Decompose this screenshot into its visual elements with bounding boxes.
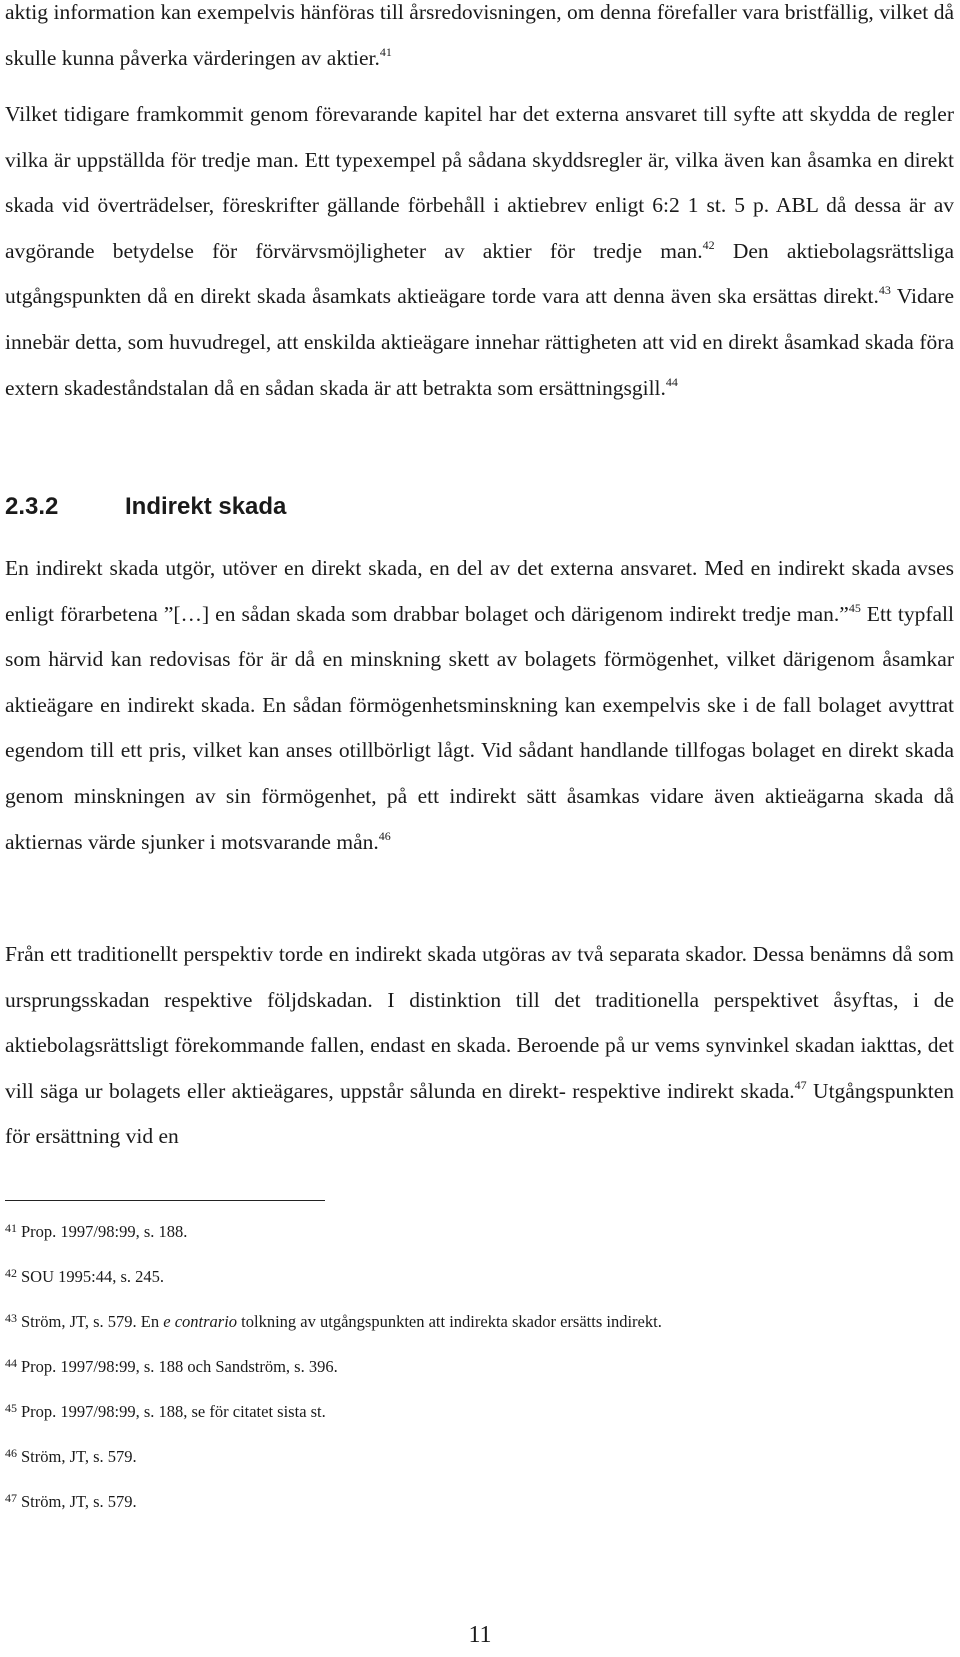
footnote [5, 1397, 954, 1423]
footnote-text: SOU 1995:44, s. 245. [21, 1267, 165, 1286]
footnote-mark: 46 [5, 1446, 17, 1460]
paragraph [5, 0, 954, 81]
page-number: 11 [468, 1622, 492, 1648]
footnote [5, 1442, 954, 1468]
text-run: En indirekt skada utgör, utöver en direkt skada, en del av det externa ansvaret. Med en indirekt skada avses enligt förarbetena ”[…] en sådan skada som drabbar bolaget och därigenom indirekt tredje man.” [5, 556, 954, 626]
text-run: Den aktiebolagsrättsliga utgångspunkten då en direkt skada åsamkats aktieägare torde vara att denna även ska ersättas direkt. [5, 238, 954, 309]
paragraph [5, 546, 954, 865]
text-run: Utgångspunkten för ersättning vid en [5, 1078, 954, 1149]
footnote-ref: 43 [878, 283, 891, 298]
footnote [5, 1307, 954, 1333]
footnote-mark: 43 [5, 1311, 17, 1325]
footnote-separator [5, 1200, 325, 1201]
paragraph [5, 92, 954, 411]
footnote-ref: 45 [848, 600, 861, 615]
footnote-text: Prop. 1997/98:99, s. 188 och Sandström, s. 396. [21, 1357, 338, 1376]
text-run: Vilket tidigare framkommit genom förevarande kapitel har det externa ansvaret till syfte att skydda de regler vilka är uppställda för tredje man. Ett typexempel på sådana skyddsregler är, vilka även kan åsamka en direkt skada vid överträdelser, föreskrifter gällande förbehåll i aktiebrev enligt 6:2 1 st. 5 p. ABL då dessa är av avgörande betydelse för förvärvsmöjligheter av aktier för tredje man. [5, 102, 954, 263]
footnote [5, 1217, 954, 1243]
footnote-ref: 44 [665, 374, 678, 389]
footnote-ref: 41 [379, 44, 392, 59]
footnote-mark: 41 [5, 1221, 17, 1235]
text-run: Ett typfall som härvid kan redovisas för är då en minskning skett av bolagets förmögenhet, vilket därigenom åsamkar aktieägare en indirekt skada. En sådan förmögenhetsminskning kan exempelvis ske i de fall bolaget avyttrat egendom till ett pris, vilket kan anses otillbörligt lågt. Vid sådant handlande tillfogas bolaget en direkt skada genom minskningen av sin förmögenhet, på ett indirekt sätt åsamkas vidare även aktieägarna skada då aktiernas värde sjunker i motsvarande mån. [5, 601, 955, 854]
text-run: Från ett traditionellt perspektiv torde en indirekt skada utgöras av två separata skador. Dessa benämns då som ursprungsskadan respektive följdskadan. I distinktion till det traditionella perspektivet åsyftas, i de aktiebolagsrättsligt förekommande fallen, endast en skada. Beroende på ur vems synvinkel skadan iakttas, det vill säga ur bolagets eller aktieägares, uppstår sålunda en direkt- respektive indirekt skada. [5, 942, 954, 1103]
footnote-text: Ström, JT, s. 579. [21, 1492, 137, 1511]
text-run: aktig information kan exempelvis hänföras till årsredovisningen, om denna förefaller vara bristfällig, vilket då skulle kunna påverka värderingen av aktier. [5, 0, 954, 70]
footnote-text: Ström, JT, s. 579. En [21, 1312, 164, 1331]
footnote-mark: 45 [5, 1401, 17, 1415]
footnote-mark: 47 [5, 1491, 17, 1505]
footnote-mark: 44 [5, 1356, 17, 1370]
footnote-ref: 46 [378, 828, 391, 843]
footnote-ref: 42 [702, 237, 715, 252]
footnote [5, 1262, 954, 1288]
footnote-text: Prop. 1997/98:99, s. 188. [21, 1222, 188, 1241]
footnote-mark: 42 [5, 1266, 17, 1280]
footnote [5, 1487, 954, 1513]
text-run: Vidare innebär detta, som huvudregel, att enskilda aktieägare innehar rättigheten att vid en direkt åsamkad skada föra extern skadeståndstalan då en sådan skada är att betrakta som ersättningsgill. [5, 284, 954, 400]
footnote-text: Prop. 1997/98:99, s. 188, se för citatet sista st. [21, 1402, 326, 1421]
section-title: Indirekt skada [125, 493, 287, 520]
footnote-text: tolkning av utgångspunkten att indirekta skador ersätts indirekt. [237, 1312, 662, 1331]
section-heading [5, 492, 286, 522]
section-number: 2.3.2 [5, 493, 59, 520]
paragraph [5, 932, 954, 1160]
footnote-italic-term: e contrario [163, 1312, 238, 1331]
footnote-ref: 47 [794, 1077, 807, 1092]
footnote [5, 1352, 954, 1378]
footnote-text: Ström, JT, s. 579. [21, 1447, 137, 1466]
